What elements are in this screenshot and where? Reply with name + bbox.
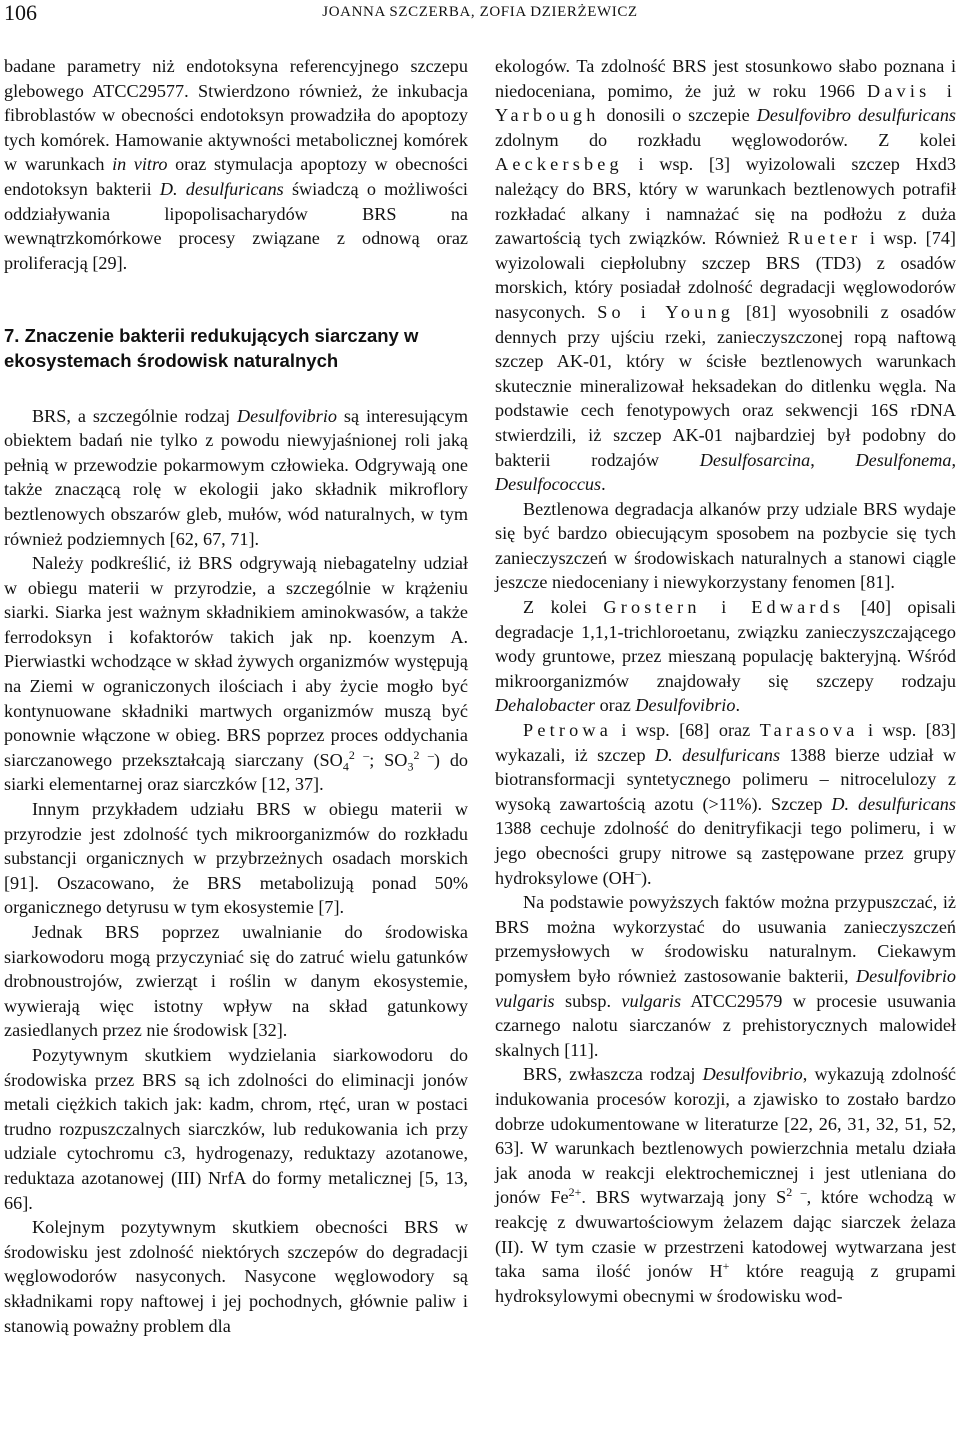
author-name: Aeckersbeg: [495, 154, 623, 175]
paragraph: Innym przykładem udziału BRS w obiegu materii w przyrodzie jest zdolność tych mikroorganizmów do rozkładu substancji organicznych w przybrzeżnych osadach morskich [91]. Oszacowano, że BRS metabolizują ponad 50% organicznego detyrusu w tym ekosystemie [7].: [4, 799, 468, 918]
author-name: Petrowa: [523, 720, 612, 741]
author-name: Grostern i Edwards: [603, 597, 845, 618]
paragraph: Należy podkreślić, iż BRS odgrywają niebagatelny udział w obiegu materii w przyrodzie, a szczególnie w krążeniu siarki. Siarka jest ważnym składnikiem aminokwasów, a także ferrodoksyn i kofaktorów takich jak np. koenzym A. Pierwiastki wchodzące w skład żywych organizmów występują na Ziemi w ograniczonych ilościach i aby życie mogło być kontynuowane składniki martwych organizmów muszą być ponownie włączone w obieg. BRS poprzez proces oddychania siarczanowego przekształcają siarczany ($SO_4^{2 -}$; $SO_3^{2 -}$) do siarki elementarnej oraz siarczków [12, 37].: [4, 553, 469, 795]
paragraph: Z kolei Grostern i Edwards [40] opisali degradacje 1,1,1-trichloroetanu, związku zanieczyszczającego wody gruntowe, przez mieszaną populację bakteryjną. Wśród mikroorganizmów znajdowały się szczepy rodzaju Dehalobacter oraz Desulfovibrio.: [495, 597, 956, 716]
paragraph: BRS, a szczególnie rodzaj Desulfovibrio są interesującym obiektem badań nie tylko z powodu niewyjaśnionej roli jaką pełnią w przewodzie pokarmowym człowieka. Odgrywają one także znaczącą rolę w ekologii jako składnik mikroflory beztlenowych obszarów gleb, mułów, wód naturalnych, w tym również podziemnych [62, 67, 71].: [4, 405, 468, 549]
author-name: Rueter: [787, 228, 862, 249]
paragraph: Pozytywnym skutkiem wydzielania siarkowodoru do środowiska przez BRS są ich zdolności do eliminacji jonów metali ciężkich takich jak: kadm, chrom, rtęć, uran w postaci trudno rozpuszczalnych siarczków, lub redukowania ich przy udziale cytochromu c3, hydrogenazy, reduktazy azotanowe, reduktaza azotanowej (III) NrfA do formy metalicznej [5, 13, 66].: [4, 1044, 468, 1213]
running-title: JOANNA SZCZERBA, ZOFIA DZIERŻEWICZ: [322, 4, 638, 20]
page-header: [0, 0, 960, 36]
paragraph: Jednak BRS poprzez uwalnianie do środowiska siarkowodoru mogą przyczyniać się do zatruć wielu gatunków drobnoustrojów, zwierząt i roślin w danym ekosystemie, wywierają więc istotny wpływ na skład gatunkowy zasiedlanych przez nie środowisk [32].: [4, 922, 468, 1041]
paragraph: badane parametry niż endotoksyna referencyjnego szczepu glebowego ATCC29577. Stwierdzono również, że inkubacja fibroblastów w obecności endotoksyn prowadziła do apoptozy tych komórek. Hamowanie aktywności metabolicznej komórek w warunkach in vitro oraz stymulacja apoptozy w obecności endotoksyn bakterii D. desulfuricans świadczą o możliwości oddziaływania lipopolisacharydów BRS na wewnątrzkomórkowe procesy związane z odnową oraz proliferacją [29].: [4, 56, 468, 273]
page-number: 106: [4, 0, 37, 25]
author-name: Davis i Yarbough: [495, 80, 956, 126]
paragraph: Petrowa i wsp. [68] oraz Tarasova i wsp. [83] wykazali, iż szczep D. desulfuricans 1388 bierze udział w biotransformacji syntetycznego polimeru – nitrocelulozy z wysoką zawartością azotu (>11%). Szczep D. desulfuricans 1388 cechuje zdolność do denitryfikacji tego polimeru, i w jego obecności grupy nitrowe są zastępowane przez grupy hydroksylowe (OH–).: [495, 720, 957, 888]
paragraph: BRS, zwłaszcza rodzaj Desulfovibrio, wykazują zdolność indukowania procesów korozji, a zjawisko to zostało bardzo dobrze udokumentowane w literaturze [22, 26, 31, 32, 51, 52, 63]. W warunkach beztlenowych powierzchnia metalu działa jak anoda w reakcji elektrochemicznej i jest utleniana do jonów $Fe^{2+}$. BRS wytwarzają jony $S^{2 -}$, które wchodzą w reakcję z dwuwartościowym żelazem dając siarczek żelaza (II). W tym czasie w przestrzeni katodowej wytwarzana jest taka sama ilość jonów H+ które reagują z grupami hydroksylowymi obecnymi w środowisku wod-: [495, 1064, 957, 1306]
author-name: Tarasova: [759, 720, 859, 741]
paragraph: Na podstawie powyższych faktów można przypuszczać, iż BRS można wykorzystać do usuwania zanieczyszczeń przemysłowych w środowisku naturalnym. Ciekawym pomysłem było również zastosowanie bakterii, Desulfovibrio vulgaris subsp. vulgaris ATCC29579 w procesie usuwania czarnego nalotu siarczanów z prehistorycznych malowideł skalnych [11].: [495, 892, 956, 1060]
section-heading: 7. Znaczenie bakterii redukujących siarczany w ekosystemach środowisk naturalnych: [4, 325, 419, 371]
left-column: [4, 54, 468, 1338]
author-name: So i Young: [597, 301, 735, 322]
paragraph: ekologów. Ta zdolność BRS jest stosunkowo słabo poznana i niedoceniana, pomimo, że już w roku 1966 Davis i Yarbough donosili o szczepie Desulfovibro desulfuricans zdolnym do rozkładu węglowodorów. Z kolei Aeckersbeg i wsp. [3] wyizolowali szczep Hxd3 należący do BRS, który w warunkach beztlenowych potrafił rozkładać alkany i namnażać się na podłożu z duża zawartością tych związków. Również Rueter i wsp. [74] wyizolowali ciepłolubny szczep BRS (TD3) z osadów morskich, który posiadał zdolność degradacji węglowodorów nasyconych. So i Young [81] wyosobnili z osadów dennych przy ujściu rzeki, zanieczyszczonej ropą naftową szczep AK-01, który w ścisłe beztlenowych warunkach skutecznie mineralizował heksadekan do ditlenku węgla. Na podstawie cech fenotypowych oraz sekwencji 16S rDNA stwierdzili, iż szczep AK-01 najbardziej był podobny do bakterii rodzajów Desulfosarcina, Desulfonema, Desulfococcus.: [495, 56, 957, 495]
paragraph: Kolejnym pozytywnym skutkiem obecności BRS w środowisku jest zdolność niektórych szczepów do degradacji węglowodorów nasyconych. Nasycone węglowodory są składnikami ropy naftowej i jej pochodnych, głównie paliw i stanowią poważny problem dla: [4, 1217, 468, 1336]
right-column: [495, 54, 956, 1308]
paragraph: Beztlenowa degradacja alkanów przy udziale BRS wydaje się być bardzo obiecującym sposobem na pozbycie się tych zanieczyszczeń w środowiskach naturalnych a stanowi ciągle jeszcze niedoceniany i niewykorzystany fenomen [81].: [495, 498, 956, 593]
